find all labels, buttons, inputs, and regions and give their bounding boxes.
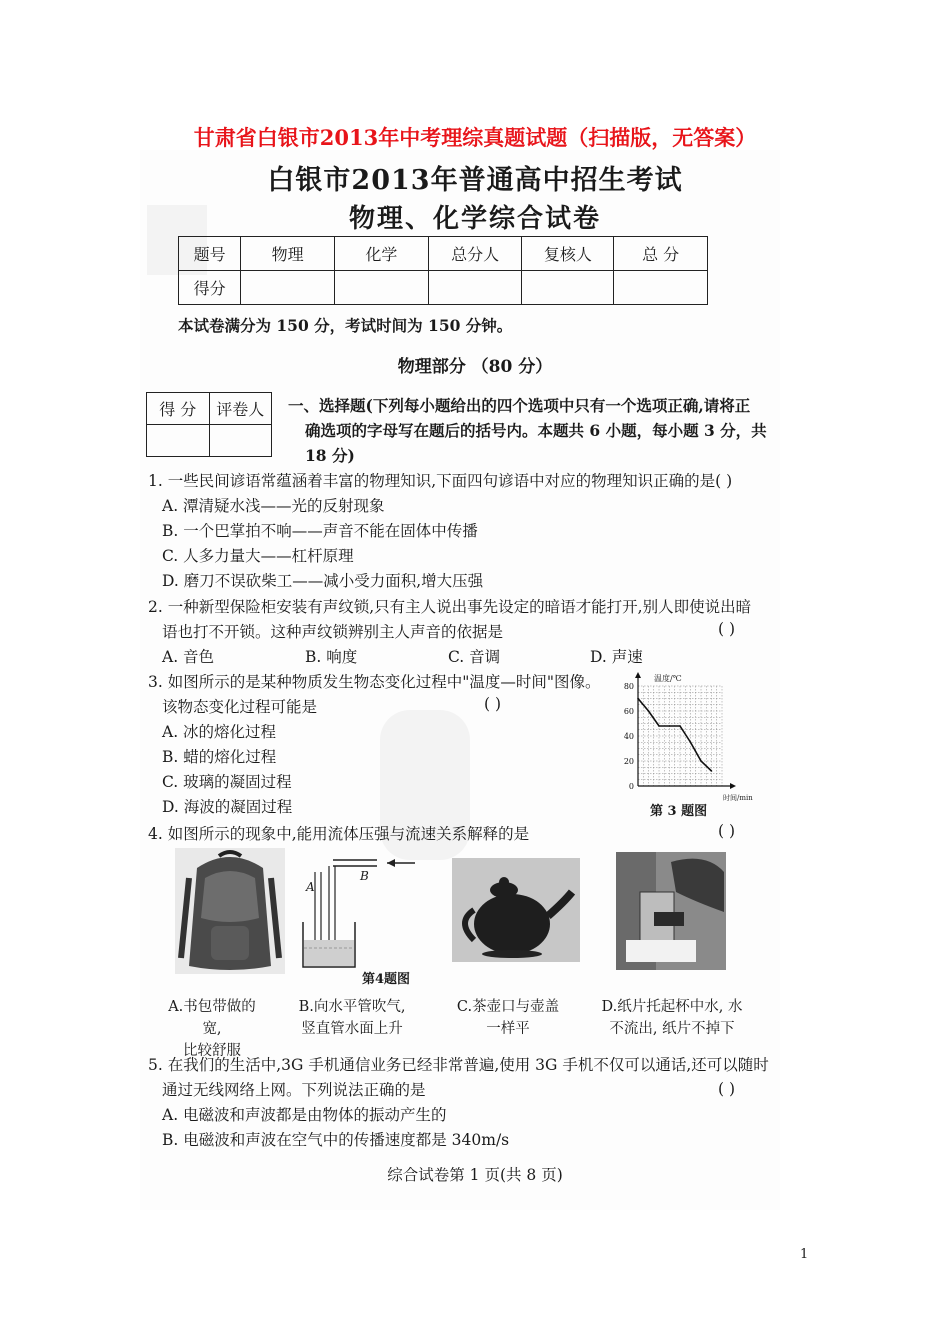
question-4-answer-paren: ( ) (718, 822, 736, 840)
exam-note: 本试卷满分为 150 分，考试时间为 150 分钟。 (178, 316, 513, 335)
chart-y-label: 温度/℃ (654, 674, 682, 683)
y-tick-label: 20 (623, 757, 634, 766)
data-point (700, 760, 702, 762)
exam-subtitle: 物理、化学综合试卷 (348, 204, 601, 234)
option-line: 一样平 (486, 1021, 530, 1037)
document-title: 甘肃省白银市2013年中考理综真题试题（扫描版，无答案） (193, 125, 757, 150)
question-1-option: C. 人多力量大——杠杆原理 (162, 547, 354, 565)
y-tick-label: 80 (623, 682, 634, 691)
data-point (669, 725, 671, 727)
grader-cell[interactable] (147, 425, 210, 457)
question-1-stem: 1. 一些民间谚语常蕴涵着丰富的物理知识,下面四句谚语中对应的物理知识正确的是( ) (148, 472, 733, 490)
question-3-option: B. 蜡的熔化过程 (162, 748, 277, 766)
option-line: 不流出, 纸片不掉下 (609, 1021, 735, 1037)
question-4-option-c (456, 996, 560, 1040)
question-2-option: B. 响度 (305, 648, 358, 666)
question-3-option: C. 玻璃的凝固过程 (162, 773, 292, 791)
question-1-option: A. 潭清疑水浅——光的反射现象 (162, 497, 385, 515)
score-cell[interactable] (334, 271, 428, 305)
y-tick-label: 40 (623, 732, 634, 741)
score-header: 化学 (334, 237, 428, 271)
chart-x-label: 时间/min (723, 794, 753, 802)
figure-4-caption: 第4题图 (362, 972, 411, 987)
grader-label: 得 分 (147, 393, 210, 425)
section-intro: 确选项的字母写在题后的括号内。本题共 6 小题，每小题 3 分，共 (305, 421, 767, 440)
page-number: 1 (800, 1247, 809, 1262)
y-axis-arrow (635, 672, 641, 678)
option-line: 竖直管水面上升 (301, 1021, 403, 1037)
question-5-option: B. 电磁波和声波在空气中的传播速度都是 340m/s (162, 1131, 510, 1149)
page-footer: 综合试卷第 1 页(共 8 页) (387, 1166, 563, 1184)
option-line: A.书包带做的宽, (168, 999, 256, 1037)
paper-cup-photo (616, 852, 726, 970)
question-2-option: C. 音调 (448, 648, 501, 666)
question-3-stem: 3. 如图所示的是某种物质发生物态变化过程中"温度—时间"图像。 (148, 673, 601, 691)
label-a: A (306, 880, 315, 894)
y-tick-label: 0 (628, 782, 634, 791)
question-4-option-d (592, 996, 752, 1040)
score-header: 物理 (241, 237, 335, 271)
data-point (690, 741, 692, 743)
y-tick-label: 60 (623, 707, 634, 716)
question-2-stem: 2. 一种新型保险柜安装有声纹锁,只有主人说出事先设定的暗语才能打开,别人即使说出暗 (148, 598, 752, 616)
question-2-option: A. 音色 (162, 648, 215, 666)
question-1-option: D. 磨刀不误砍柴工——减小受力面积,增大压强 (162, 572, 484, 590)
question-2-answer-paren: ( ) (718, 620, 736, 638)
chart-grid (638, 686, 722, 786)
score-header: 总 分 (614, 237, 708, 271)
grader-cell[interactable] (209, 425, 272, 457)
question-2-option: D. 声速 (590, 648, 643, 666)
option-line: B.向水平管吹气, (298, 999, 406, 1015)
section-intro: 一、选择题(下列每小题给出的四个选项中只有一个选项正确,请将正 (288, 396, 751, 415)
option-line: C.茶壶口与壶盖 (456, 999, 560, 1015)
section-title: 物理部分 （80 分） (397, 357, 553, 377)
data-point (637, 698, 639, 700)
question-4-option-b (292, 996, 412, 1040)
teapot-photo (452, 858, 580, 962)
data-point (648, 710, 650, 712)
chart-ticks (624, 682, 634, 791)
data-point (711, 770, 713, 772)
data-point (679, 725, 681, 727)
grader-box (146, 392, 272, 457)
section-intro: 18 分) (305, 446, 355, 465)
question-5-stem: 5. 在我们的生活中,3G 手机通信业务已经非常普遍,使用 3G 手机不仅可以通话,还可以随时 (148, 1056, 769, 1074)
question-2-stem: 语也打不开锁。这种声纹锁辨别主人声音的依据是 (162, 623, 504, 641)
option-line: D.纸片托起杯中水, 水 (601, 999, 743, 1015)
backpack-photo (175, 848, 285, 974)
score-row-label: 得分 (179, 271, 241, 305)
score-cell[interactable] (428, 271, 522, 305)
question-5-option: A. 电磁波和声波都是由物体的振动产生的 (162, 1106, 447, 1124)
score-cell[interactable] (241, 271, 335, 305)
question-3-option: A. 冰的熔化过程 (162, 723, 277, 741)
score-cell[interactable] (614, 271, 708, 305)
score-header: 总分人 (428, 237, 522, 271)
figure-3-caption: 第 3 题图 (650, 804, 708, 819)
option-line: 比较舒服 (183, 1043, 241, 1059)
temperature-time-chart (610, 668, 753, 818)
data-point (658, 725, 660, 727)
question-3-option: D. 海波的凝固过程 (162, 798, 293, 816)
score-header: 题号 (179, 237, 241, 271)
question-3-stem: 该物态变化过程可能是 (162, 698, 318, 716)
x-axis-arrow (730, 783, 736, 789)
question-4-stem: 4. 如图所示的现象中,能用流体压强与流速关系解释的是 (148, 825, 530, 843)
score-table (178, 236, 708, 305)
grader-label: 评卷人 (209, 393, 272, 425)
score-header: 复核人 (522, 237, 614, 271)
question-3-answer-paren: ( ) (484, 695, 502, 713)
question-5-stem: 通过无线网络上网。下列说法正确的是 (162, 1081, 426, 1099)
question-5-answer-paren: ( ) (718, 1080, 736, 1098)
label-b: B (360, 869, 369, 883)
exam-title: 白银市2013年普通高中招生考试 (267, 165, 683, 196)
question-1-option: B. 一个巴掌拍不响——声音不能在固体中传播 (162, 522, 478, 540)
score-cell[interactable] (522, 271, 614, 305)
